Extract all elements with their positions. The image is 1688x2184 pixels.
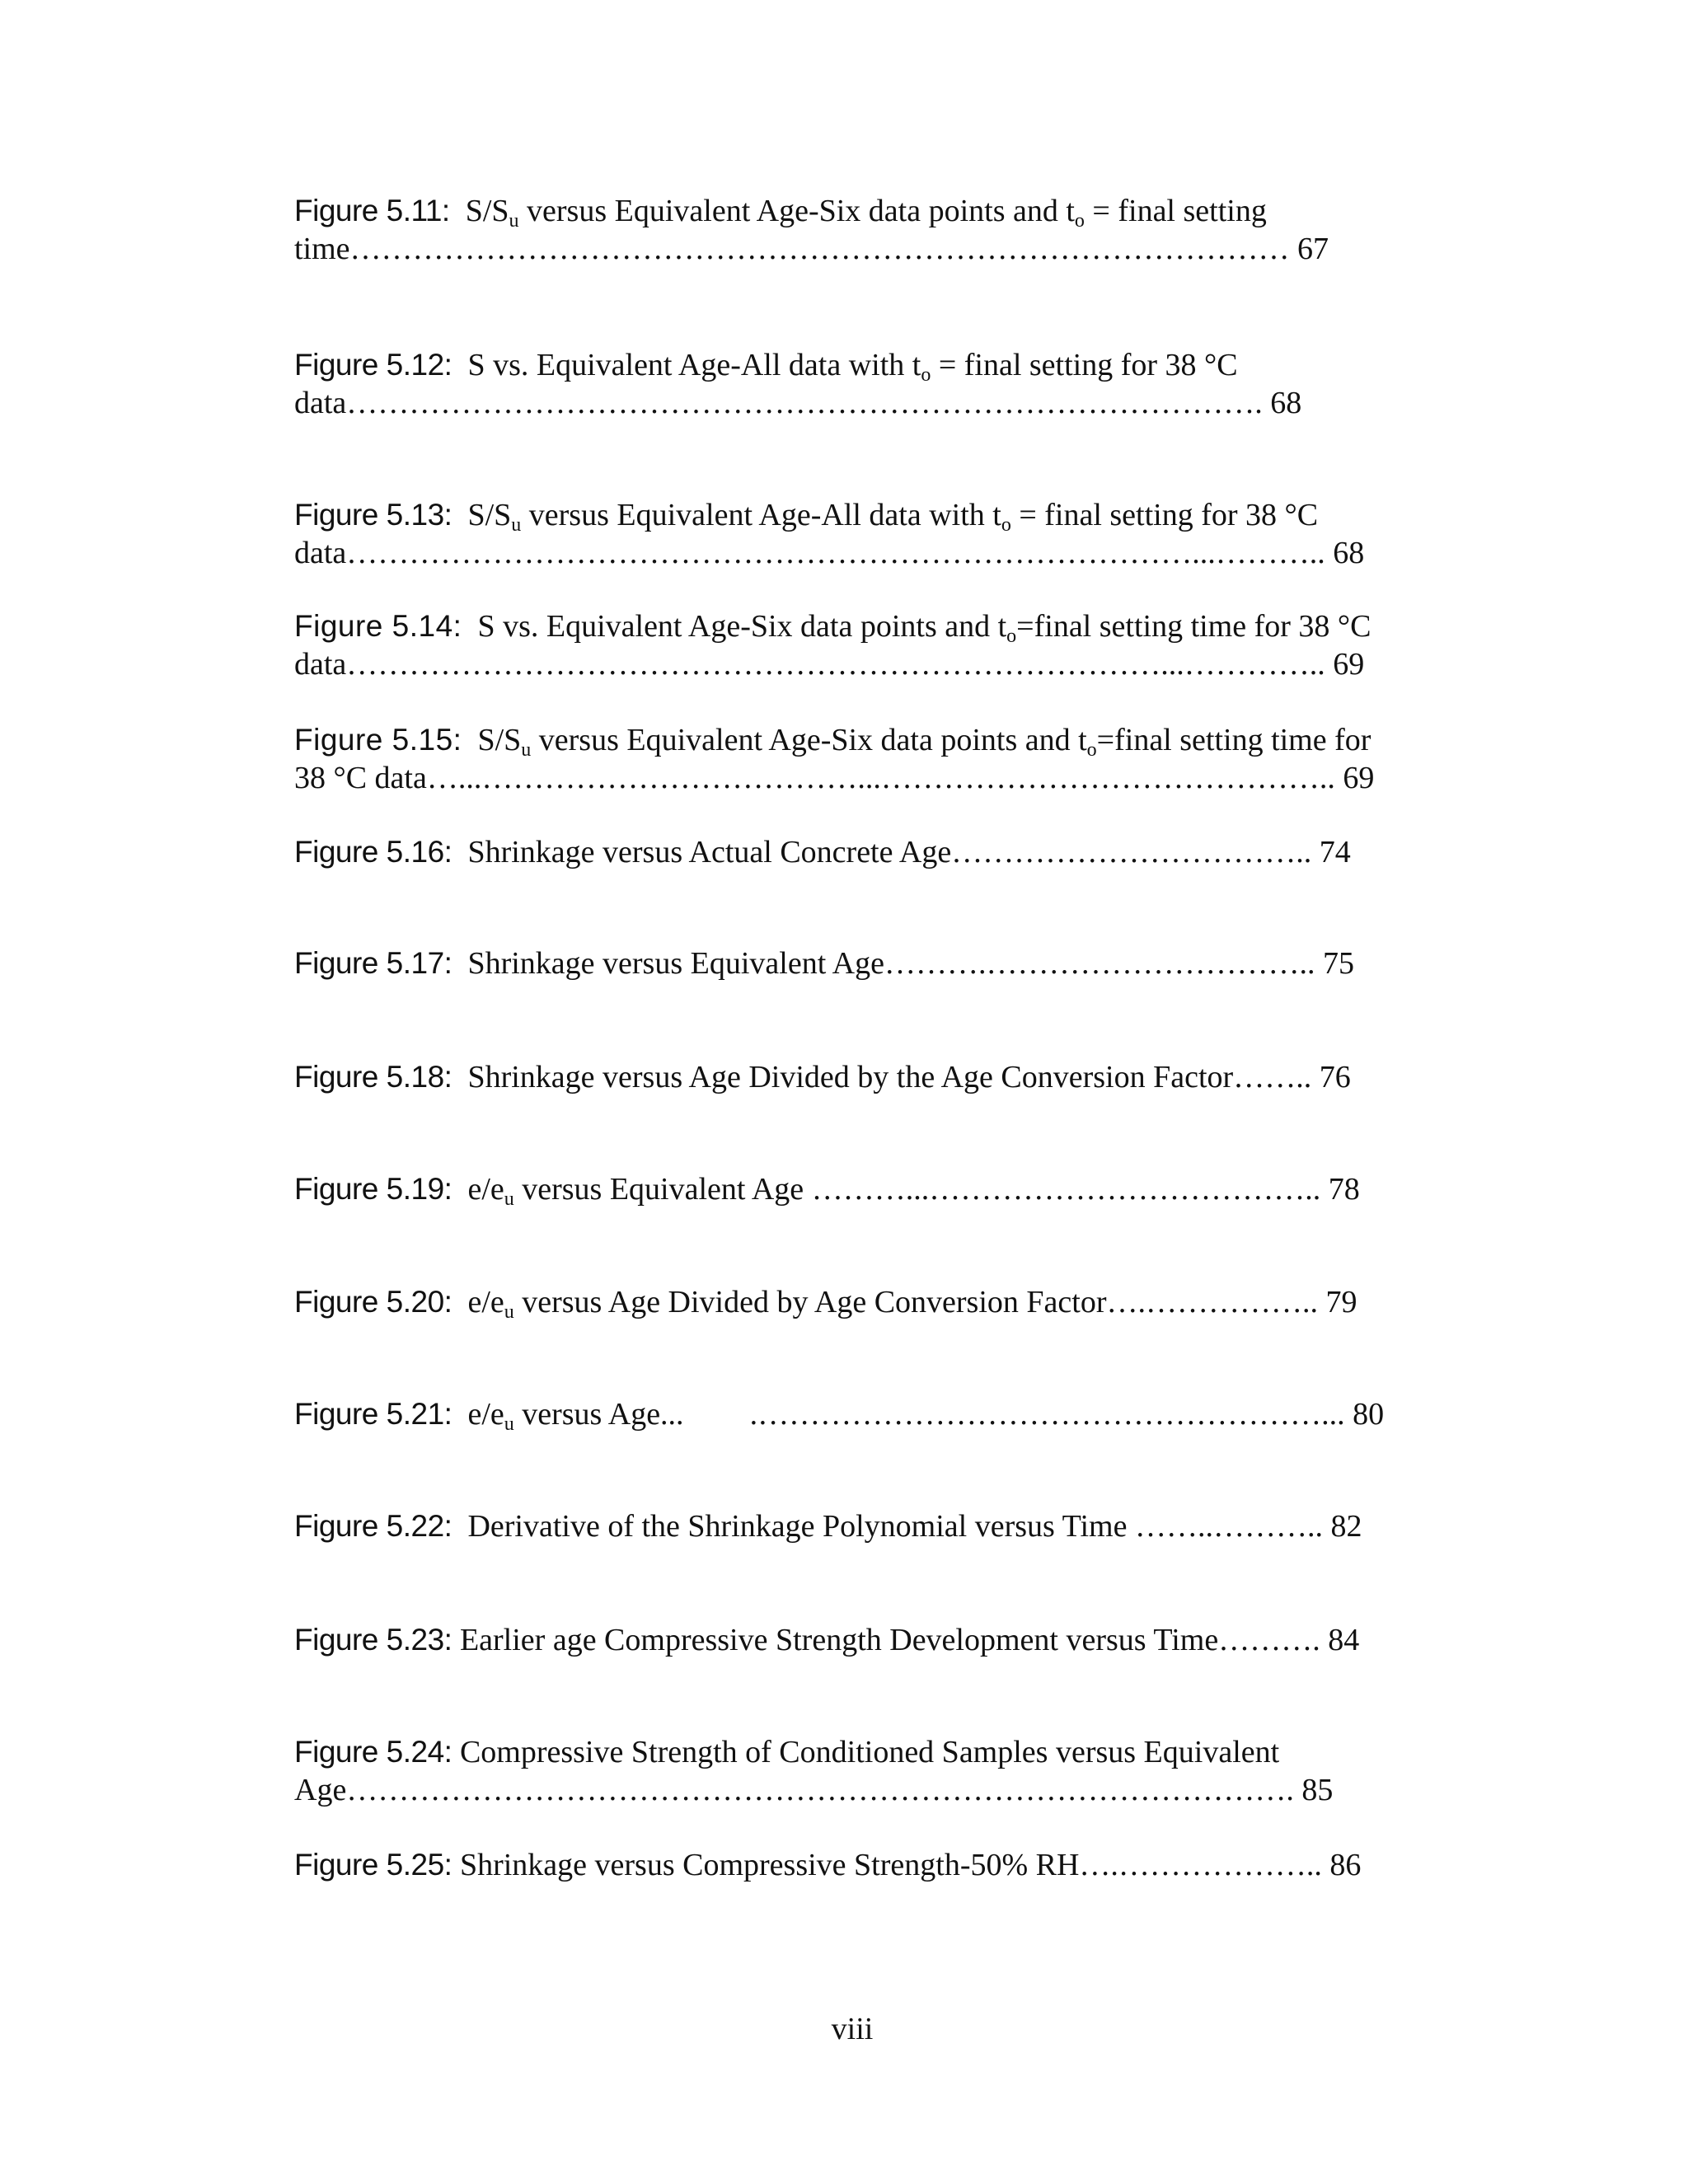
toc-entry-figure-5-14 xyxy=(294,607,1438,683)
subscript: o xyxy=(921,364,931,386)
page-ref: 69 xyxy=(1325,647,1365,682)
figure-label: Figure 5.22: xyxy=(294,1509,452,1543)
toc-entry-figure-5-11 xyxy=(294,192,1329,268)
subscript: u xyxy=(504,1301,514,1323)
caption-text: Derivative of the Shrinkage Polynomial versus Time xyxy=(467,1509,1135,1544)
entry-line-2 xyxy=(294,759,1438,797)
dot-leader: ……………………………………………………………………………… xyxy=(349,232,1290,266)
page-ref: 84 xyxy=(1320,1623,1360,1657)
dot-leader: .………………………………………………... xyxy=(749,1397,1345,1432)
caption-text: Shrinkage versus Compressive Strength-50% RH xyxy=(459,1848,1080,1882)
toc-entry-figure-5-16 xyxy=(294,833,1351,871)
subscript: o xyxy=(1001,514,1011,536)
dot-leader: ……………………………………………………………………………. xyxy=(346,386,1263,420)
subscript: o xyxy=(1006,626,1017,647)
caption-part: versus Equivalent Age-All data with t xyxy=(521,498,1001,532)
page-ref: 68 xyxy=(1262,386,1302,420)
caption-text: Shrinkage versus Age Divided by the Age Conversion Factor xyxy=(467,1060,1234,1094)
figure-label: Figure 5.20: xyxy=(294,1285,452,1319)
figure-label: Figure 5.17: xyxy=(294,946,452,980)
entry-line-2 xyxy=(294,645,1438,683)
caption-part: versus Age Divided by Age Conversion Factor xyxy=(513,1285,1107,1319)
entry-line-1 xyxy=(294,1170,1360,1208)
entry-line-1 xyxy=(294,833,1351,871)
dot-leader: ……..……….. xyxy=(1134,1509,1323,1544)
dot-leader: ……….………………………….. xyxy=(884,946,1315,981)
toc-entry-figure-5-13 xyxy=(294,496,1364,572)
page-ref: 76 xyxy=(1311,1060,1351,1094)
page-number: viii xyxy=(831,2012,874,2046)
entry-line-2 xyxy=(294,534,1364,572)
subscript: o xyxy=(1086,739,1097,761)
caption-text: Shrinkage versus Actual Concrete Age xyxy=(467,835,952,869)
toc-entry-figure-5-21 xyxy=(294,1395,1384,1433)
toc-entry-figure-5-24 xyxy=(294,1733,1333,1809)
toc-entry-figure-5-20 xyxy=(294,1283,1357,1321)
toc-entry-figure-5-19 xyxy=(294,1170,1360,1208)
caption-part: = final setting for 38 °C xyxy=(1010,498,1319,532)
caption-part: =final setting time for 38 °C xyxy=(1016,609,1372,644)
entry-line-1 xyxy=(294,346,1301,384)
subscript: u xyxy=(509,210,519,232)
page-ref: 67 xyxy=(1289,232,1329,266)
subscript: u xyxy=(521,739,532,761)
page-ref: 74 xyxy=(1311,835,1351,869)
caption-part: versus Age... xyxy=(513,1397,684,1432)
dot-leader: ……………………………………………………………………...………….. xyxy=(346,647,1325,682)
caption-part: =final setting time for xyxy=(1096,723,1372,757)
caption-continuation: data xyxy=(294,536,347,570)
page-ref: 86 xyxy=(1321,1848,1362,1882)
toc-entry-figure-5-22 xyxy=(294,1507,1362,1545)
dot-leader: ….…………….. xyxy=(1106,1285,1318,1319)
page-ref: 75 xyxy=(1315,946,1354,981)
page-ref: 80 xyxy=(1344,1397,1385,1432)
figure-label: Figure 5.14: xyxy=(294,609,462,643)
caption-continuation: Age xyxy=(294,1773,347,1807)
caption-continuation: data xyxy=(294,386,347,420)
entry-line-1 xyxy=(294,607,1438,645)
entry-line-1 xyxy=(294,1058,1351,1096)
dot-leader: ………………………………………………………………………...……….. xyxy=(346,536,1325,570)
caption-part: = final setting xyxy=(1084,194,1267,228)
caption-part: versus Equivalent Age-Six data points and t xyxy=(531,723,1087,757)
figure-label: Figure 5.18: xyxy=(294,1060,452,1094)
caption-part: S/S xyxy=(477,723,522,757)
toc-entry-figure-5-15 xyxy=(294,721,1438,797)
caption-text: Earlier age Compressive Strength Development versus Time xyxy=(459,1623,1219,1657)
page-ref: 69 xyxy=(1334,761,1375,795)
caption-part: versus Equivalent Age xyxy=(513,1172,812,1207)
caption-part: versus Equivalent Age-Six data points and t xyxy=(518,194,1075,228)
entry-line-1 xyxy=(294,1395,1384,1433)
entry-line-1 xyxy=(294,1283,1357,1321)
entry-line-1 xyxy=(294,496,1364,534)
dot-leader: ………………………………………………………………………………. xyxy=(346,1773,1294,1807)
caption-continuation: data xyxy=(294,647,347,682)
figure-label: Figure 5.15: xyxy=(294,723,462,757)
entry-line-1 xyxy=(294,1621,1359,1659)
caption-continuation: 38 °C data xyxy=(294,761,427,795)
entry-line-1 xyxy=(294,721,1438,759)
figure-label: Figure 5.12: xyxy=(294,348,452,382)
caption-text: Compressive Strength of Conditioned Samples versus Equivalent xyxy=(459,1735,1280,1769)
dot-leader: ….……………….. xyxy=(1079,1848,1322,1882)
figure-label: Figure 5.24: xyxy=(294,1735,452,1769)
figure-label: Figure 5.16: xyxy=(294,835,452,869)
dot-leader: ………. xyxy=(1218,1623,1320,1657)
subscript: u xyxy=(511,514,522,536)
dot-leader: ………...……………………………….. xyxy=(811,1172,1321,1207)
caption-part: e/e xyxy=(467,1285,504,1319)
caption-text: Shrinkage versus Equivalent Age xyxy=(467,946,884,981)
page-ref: 85 xyxy=(1293,1773,1334,1807)
caption-continuation: time xyxy=(294,232,350,266)
entry-line-2 xyxy=(294,384,1301,422)
caption-part: S vs. Equivalent Age-All data with t xyxy=(467,348,921,382)
figure-label: Figure 5.25: xyxy=(294,1848,452,1882)
subscript: u xyxy=(504,1188,514,1210)
toc-entry-figure-5-17 xyxy=(294,944,1354,982)
caption-part: e/e xyxy=(467,1172,504,1207)
figure-label: Figure 5.23: xyxy=(294,1623,452,1657)
figure-label: Figure 5.19: xyxy=(294,1172,452,1206)
page-ref: 79 xyxy=(1317,1285,1357,1319)
subscript: o xyxy=(1074,210,1085,232)
entry-line-1 xyxy=(294,1846,1361,1884)
toc-entry-figure-5-18 xyxy=(294,1058,1351,1096)
figure-label: Figure 5.11: xyxy=(294,194,450,227)
entry-line-1 xyxy=(294,944,1354,982)
subscript: u xyxy=(504,1413,514,1435)
entry-line-1 xyxy=(294,1507,1362,1545)
dot-leader: …….. xyxy=(1233,1060,1312,1094)
caption-part: S/S xyxy=(465,194,509,228)
toc-entry-figure-5-25 xyxy=(294,1846,1361,1884)
page-ref: 82 xyxy=(1322,1509,1362,1544)
toc-entry-figure-5-12 xyxy=(294,346,1301,422)
entry-line-1 xyxy=(294,1733,1333,1771)
page-ref: 68 xyxy=(1325,536,1365,570)
page-ref: 78 xyxy=(1320,1172,1360,1207)
entry-line-1 xyxy=(294,192,1329,230)
caption-part: S vs. Equivalent Age-Six data points and t xyxy=(477,609,1007,644)
entry-line-2 xyxy=(294,230,1329,268)
figure-label: Figure 5.21: xyxy=(294,1397,452,1431)
dot-leader: …………………………….. xyxy=(951,835,1312,869)
caption-part: S/S xyxy=(467,498,512,532)
figure-label: Figure 5.13: xyxy=(294,498,452,532)
entry-line-2 xyxy=(294,1771,1333,1809)
caption-part: e/e xyxy=(467,1397,504,1432)
caption-part: = final setting for 38 °C xyxy=(931,348,1238,382)
dot-leader: …...………………………………...…………………………………….. xyxy=(426,761,1335,795)
toc-entry-figure-5-23 xyxy=(294,1621,1359,1659)
